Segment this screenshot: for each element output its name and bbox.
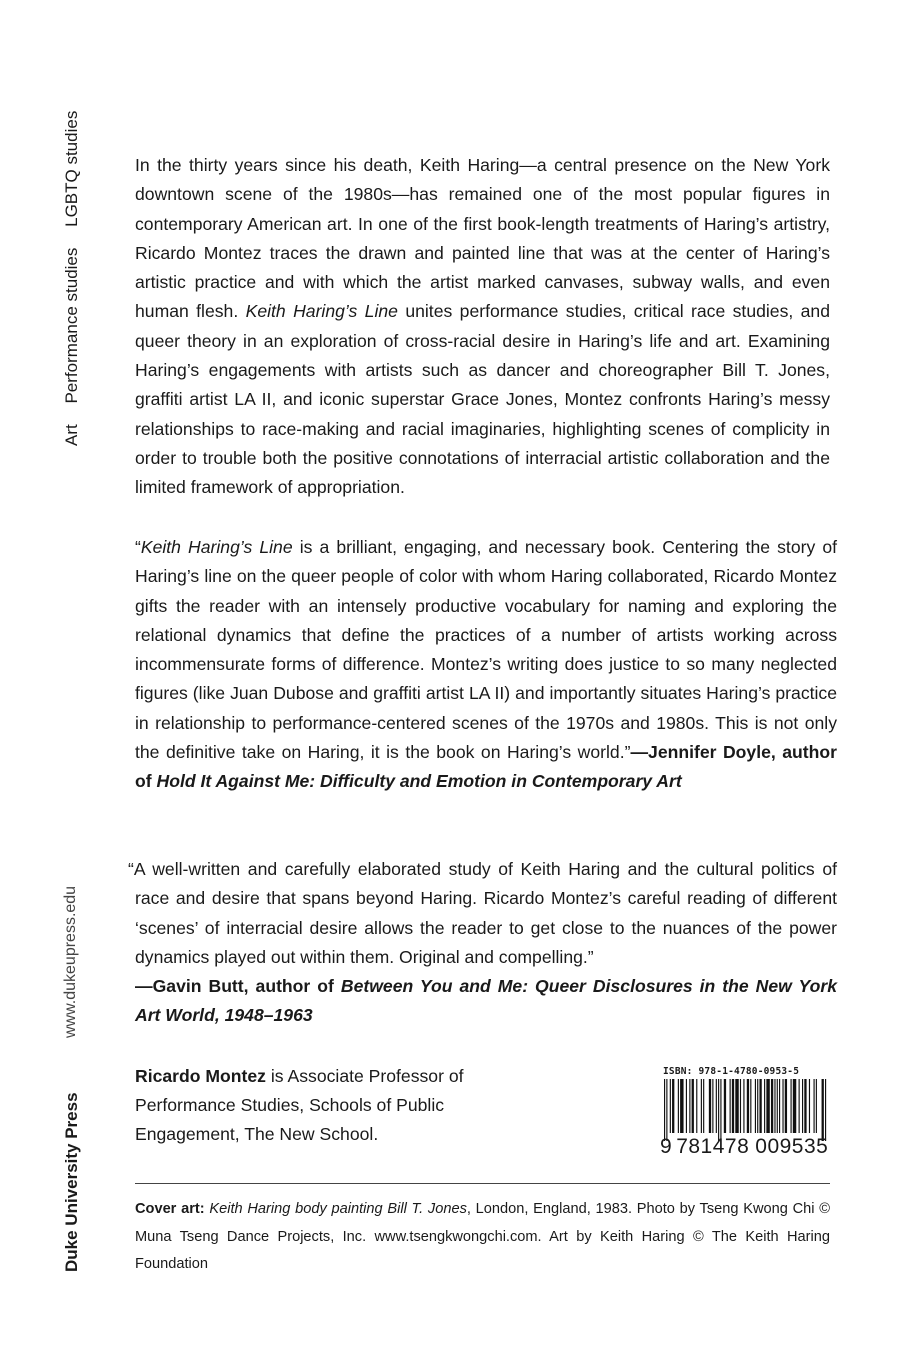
- quote-2-author: —Gavin Butt, author of: [135, 976, 341, 997]
- barcode-bar: [804, 1079, 806, 1133]
- barcode-bar: [672, 1079, 674, 1133]
- barcode-digit-lead: 9: [660, 1135, 673, 1158]
- barcode-bar: [764, 1079, 765, 1133]
- barcode-bar: [703, 1079, 704, 1133]
- quote-open-mark: “: [135, 537, 141, 557]
- quote-1-work-title: Hold It Against Me: Difficulty and Emotion in Contemporary Art: [156, 771, 682, 792]
- barcode-bar: [670, 1079, 671, 1133]
- barcode-bar: [716, 1079, 717, 1133]
- barcode-bar: [696, 1079, 697, 1133]
- author-bio-text: is Associate Professor of Performance Studies, Schools of Public Engagement, The New School.: [135, 1066, 464, 1144]
- endorsement-quote-1: [128, 533, 837, 797]
- subject-performance-studies: Performance studies: [62, 247, 81, 404]
- barcode-bar: [771, 1079, 773, 1133]
- barcode-bar: [816, 1079, 817, 1133]
- barcode-bar: [709, 1079, 711, 1133]
- description-book-title: Keith Haring’s Line: [245, 301, 398, 322]
- barcode-bar: [785, 1079, 787, 1133]
- barcode-bar: [766, 1079, 769, 1133]
- subject-categories: [62, 95, 82, 446]
- publisher-name: Duke University Press: [62, 1092, 81, 1272]
- author-name: Ricardo Montez: [135, 1066, 266, 1086]
- credit-text: , London, England, 1983. Photo by Tseng Kwong Chi © Muna Tseng Dance Projects, Inc. www.tsengkwongchi.com. Art by Keith Haring © The Keith Haring Foundation: [135, 1201, 830, 1272]
- barcode-bar: [686, 1079, 687, 1133]
- publisher-website: www.dukeupress.edu: [62, 885, 79, 1038]
- subject-lgbtq-studies: LGBTQ studies: [62, 110, 81, 227]
- barcode-bar: [779, 1079, 780, 1133]
- barcode-bar: [747, 1079, 749, 1133]
- barcode-bar: [782, 1079, 783, 1133]
- barcode-digits-right: 009535: [755, 1135, 829, 1158]
- subject-art: Art: [62, 424, 81, 446]
- barcode-bar: [757, 1079, 758, 1133]
- barcode-bar: [664, 1079, 665, 1141]
- barcode-bar: [814, 1079, 815, 1133]
- divider-rule: [135, 1183, 830, 1184]
- barcode-bar: [732, 1079, 734, 1133]
- barcode-bar: [759, 1079, 761, 1133]
- quote-2-attribution: [135, 976, 837, 1025]
- barcode-bar: [718, 1079, 719, 1141]
- barcode-bar: [701, 1079, 702, 1133]
- barcode-bar: [791, 1079, 792, 1133]
- barcode-bar: [774, 1079, 775, 1133]
- barcode-bar: [730, 1079, 731, 1133]
- barcode-bar: [689, 1079, 690, 1133]
- barcode-digits: [660, 1135, 832, 1159]
- endorsement-quote-2: [128, 855, 837, 1031]
- quote-2-body: “A well-written and carefully elaborated study of Keith Haring and the cultural politics of race and desire that spans beyond Haring. Ricardo Montez’s careful reading of different ‘scenes’ of interracial desire allows the reader to get close to the nuances of the power dynamics played out within them. Original and compelling.”: [128, 859, 837, 967]
- barcode-bar: [822, 1079, 824, 1141]
- book-description: [135, 151, 830, 503]
- credit-label: Cover art:: [135, 1201, 210, 1217]
- barcode-bar: [809, 1079, 810, 1133]
- barcode-bar: [692, 1079, 694, 1133]
- isbn-barcode: [660, 1066, 832, 1165]
- quote-1-author: —Jennifer Doyle, author of: [135, 742, 837, 792]
- barcode-bar: [735, 1079, 738, 1133]
- quote-book-title: Keith Haring’s Line: [140, 537, 293, 557]
- barcode-bar: [743, 1079, 744, 1133]
- barcode-digits-left: 781478: [676, 1135, 750, 1158]
- barcode-bar: [750, 1079, 751, 1133]
- barcode-bar: [793, 1079, 796, 1133]
- barcode-bar: [825, 1079, 826, 1141]
- barcode-bar: [666, 1079, 667, 1141]
- barcode-bar: [712, 1079, 713, 1133]
- credit-work-title: Keith Haring body painting Bill T. Jones: [209, 1201, 467, 1217]
- isbn-label: ISBN: 978-1-4780-0953-5: [663, 1066, 800, 1077]
- barcode-bar: [755, 1079, 756, 1133]
- barcode-bar: [720, 1079, 721, 1141]
- description-part-1: In the thirty years since his death, Keith Haring—a central presence on the New York downtown scene of the 1980s—has remained one of the most popular figures in contemporary American art. In one of the first book-length treatments of Haring’s artistry, Ricardo Montez traces the drawn and painted line that was at the center of Haring’s artistic practice and with which the artist marked canvases, subway walls, and even human flesh.: [135, 155, 830, 322]
- quote-1-body: is a brilliant, engaging, and necessary book. Centering the story of Haring’s line on the queer people of color with whom Haring collaborated, Ricardo Montez gifts the reader with an intensely productive vocabulary for naming and exploring the relational dynamics that define the practices of a number of artists working across incommensurate forms of difference. Montez’s writing does justice to so many neglected figures (like Juan Dubose and graffiti artist LA II) and importantly situates Haring’s practice in relationship to performance-centered scenes of the 1970s and 1980s. This is not only the definitive take on Haring, it is the book on Haring’s world.”: [135, 537, 838, 763]
- barcode-bar: [777, 1079, 778, 1133]
- author-bio: [135, 1062, 505, 1149]
- barcode-bar: [799, 1079, 800, 1133]
- barcode-bar: [724, 1079, 726, 1133]
- barcode-bar: [680, 1079, 683, 1133]
- quote-2-work-title: Between You and Me: Queer Disclosures in the New York Art World, 1948–1963: [135, 976, 837, 1026]
- barcode-bar: [740, 1079, 741, 1133]
- cover-art-credit: [135, 1196, 830, 1279]
- barcode-bars: [660, 1079, 832, 1141]
- barcode-bar: [678, 1079, 679, 1133]
- description-part-2: unites performance studies, critical race studies, and queer theory in an exploration of cross-racial desire in Haring’s life and art. Examining Haring’s engagements with artists such as dancer and choreographer Bill T. Jones, graffiti artist LA II, and iconic superstar Grace Jones, Montez confronts Haring’s messy relationships to race-making and racial imaginaries, highlighting scenes of complicity in order to trouble both the positive connotations of interracial artistic collaboration and the limited framework of appropriation.: [135, 301, 831, 498]
- barcode-bar: [802, 1079, 803, 1133]
